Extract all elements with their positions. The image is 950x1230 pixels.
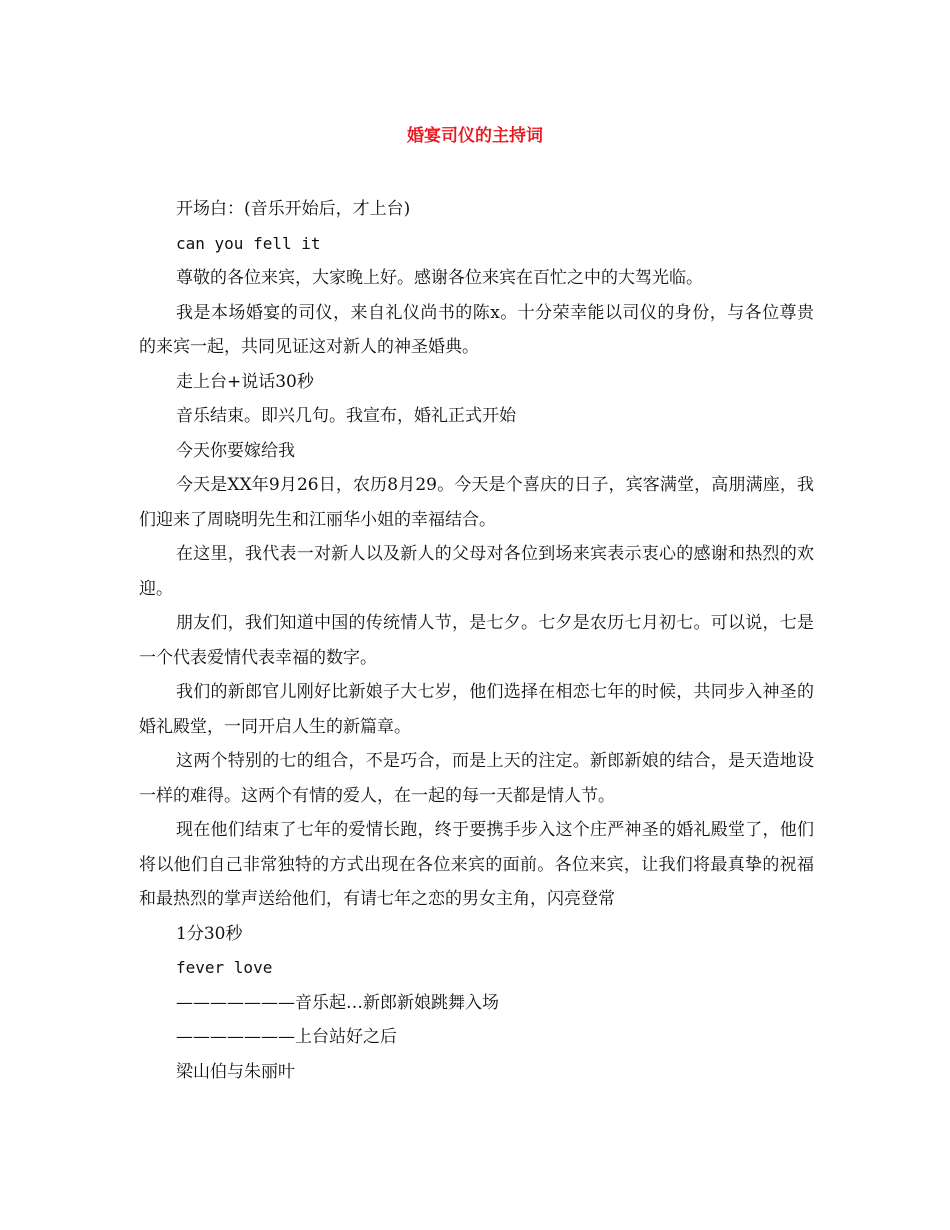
paragraph-greeting: 尊敬的各位来宾，大家晚上好。感谢各位来宾在百忙之中的大驾光临。	[176, 268, 703, 288]
paragraph-opening: 开场白：(音乐开始后，才上台)	[176, 199, 411, 219]
paragraph-qixi: 朋友们，我们知道中国的传统情人节，是七夕。七夕是农历七月初七。可以说，七是一个代表爱情代表幸福的数字。	[139, 613, 814, 668]
paragraph-stage-note-1: 走上台+说话30秒	[176, 371, 314, 392]
document-title: 婚宴司仪的主持词	[407, 126, 543, 146]
paragraph-thanks: 在这里，我代表一对新人以及新人的父母对各位到场来宾表示衷心的感谢和热烈的欢迎。	[139, 544, 814, 599]
paragraph-date: 今天是XX年9月26日，农历8月29。今天是个喜庆的日子，宾客满堂，高朋满座，我们迎来了周晓明先生和江丽华小姐的幸福结合。	[139, 475, 814, 530]
paragraph-song-3: fever love	[176, 958, 273, 977]
document-body	[139, 192, 814, 1089]
paragraph-stage-note-2: ———————音乐起…新郎新娘跳舞入场	[176, 992, 499, 1013]
paragraph-groom: 我们的新郎官儿刚好比新娘子大七岁，他们选择在相恋七年的时候，共同步入神圣的婚礼殿堂，一同开启人生的新篇章。	[139, 682, 814, 737]
paragraph-destiny: 这两个特别的七的组合，不是巧合，而是上天的注定。新郎新娘的结合，是天造地设一样的难得。这两个有情的爱人，在一起的每一天都是情人节。	[139, 751, 814, 806]
paragraph-song-2: 今天你要嫁给我	[176, 440, 295, 461]
paragraph-entrance: 现在他们结束了七年的爱情长跑，终于要携手步入这个庄严神圣的婚礼殿堂了，他们将以他们自己非常独特的方式出现在各位来宾的面前。各位来宾，让我们将最真挚的祝福和最热烈的掌声送给他们，有请七年之恋的男女主角，闪亮登常	[139, 820, 814, 909]
paragraph-song-1: can you fell it	[176, 233, 321, 253]
paragraph-duration: 1分30秒	[176, 923, 243, 944]
paragraph-introduction: 我是本场婚宴的司仪，来自礼仪尚书的陈x。十分荣幸能以司仪的身份，与各位尊贵的来宾一起，共同见证这对新人的神圣婚典。	[139, 302, 814, 357]
paragraph-stage-note-3: ———————上台站好之后	[176, 1027, 397, 1047]
paragraph-song-4: 梁山伯与朱丽叶	[176, 1061, 295, 1082]
paragraph-ceremony-start: 音乐结束。即兴几句。我宣布，婚礼正式开始	[176, 406, 516, 426]
